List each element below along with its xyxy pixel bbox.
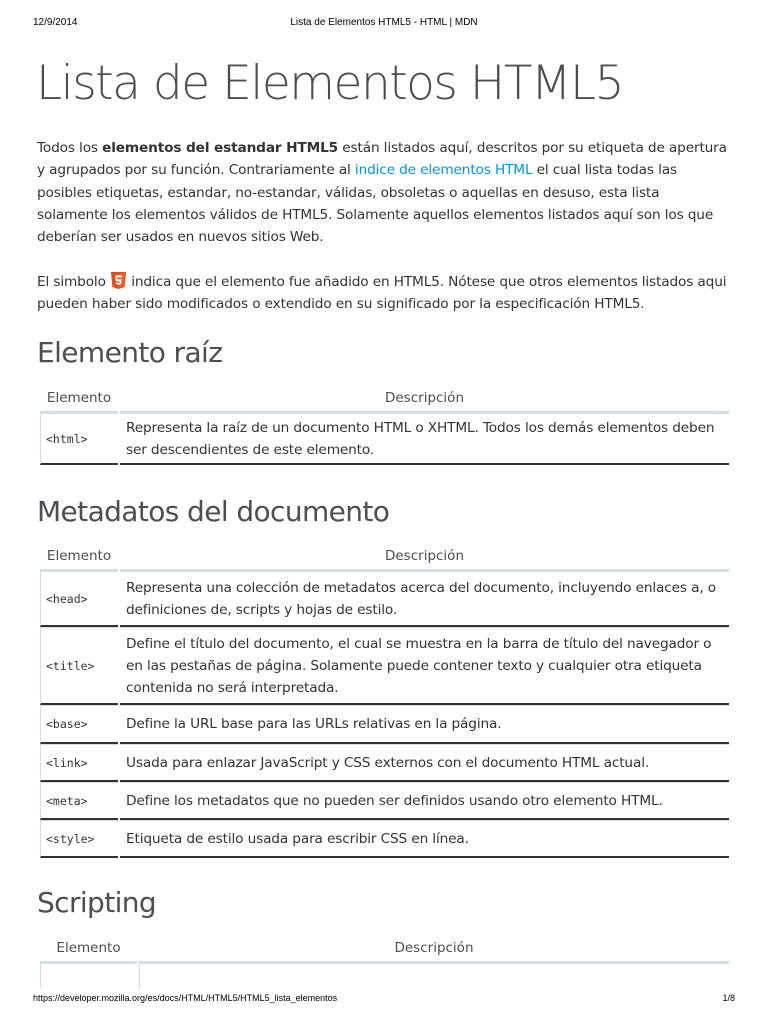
print-title: Lista de Elementos HTML5 - HTML | MDN xyxy=(290,17,478,28)
table-row xyxy=(40,744,729,782)
element-tag: <meta> xyxy=(40,782,118,820)
element-description: Define la URL base para las URLs relativas en la página. xyxy=(120,705,729,744)
element-description: Define el título del documento, el cual se muestra en la barra de título del navegador o en las pestañas de página. Solamente puede contener texto y cualquier otra etiqueta contenida no será interpretada. xyxy=(120,627,729,705)
document-metadata-table xyxy=(38,542,731,858)
column-header-element: Elemento xyxy=(40,542,118,571)
html5-symbol-paragraph xyxy=(37,271,727,316)
root-element-table xyxy=(38,384,731,465)
symbol-text: El simbolo xyxy=(37,274,111,290)
intro-text: el cual lista todas las posibles etiquetas, estandar, no-estandar, válidas, obsoletas o aquellas en desuso, esta lista solamente los elementos válidos de HTML5. Solamente aquellos elementos listados aquí son los que deberían ser usados en nuevos sitios Web. xyxy=(37,162,714,246)
intro-text: están listados aquí, descritos por su etiqueta de apertura y agrupados por su función. Contrariamente al xyxy=(37,140,727,179)
column-header-description: Descripción xyxy=(120,384,729,413)
html5-shield-icon xyxy=(111,272,126,289)
element-tag: <title> xyxy=(40,627,118,705)
element-description xyxy=(139,963,729,989)
element-tag: <head> xyxy=(40,571,118,627)
intro-paragraph xyxy=(37,137,727,248)
column-header-description: Descripción xyxy=(120,542,729,571)
element-description: Define los metadatos que no pueden ser definidos usando otro elemento HTML. xyxy=(120,782,729,820)
element-tag: <link> xyxy=(40,744,118,782)
element-tag: <style> xyxy=(40,820,118,858)
table-row xyxy=(40,571,729,627)
table-row xyxy=(40,963,729,989)
print-url: https://developer.mozilla.org/es/docs/HTML/HTML5/HTML5_lista_elementos xyxy=(33,993,338,1003)
column-header-element: Elemento xyxy=(40,934,137,963)
column-header-element: Elemento xyxy=(40,384,118,413)
table-header-row xyxy=(40,934,729,963)
print-page-number: 1/8 xyxy=(722,993,735,1003)
element-description: Representa una colección de metadatos acerca del documento, incluyendo enlaces a, o definiciones de, scripts y hojas de estilo. xyxy=(120,571,729,627)
table-header-row xyxy=(40,384,729,413)
intro-text: Todos los xyxy=(37,140,103,156)
page-title: Lista de Elementos HTML5 xyxy=(36,56,624,111)
element-tag xyxy=(40,963,137,989)
element-tag: <base> xyxy=(40,705,118,744)
section-title-document-metadata: Metadatos del documento xyxy=(37,495,390,528)
print-date: 12/9/2014 xyxy=(33,17,78,28)
scripting-table xyxy=(38,934,731,989)
print-header xyxy=(0,17,768,31)
section-title-root-element: Elemento raíz xyxy=(37,336,223,369)
section-title-scripting: Scripting xyxy=(37,886,157,919)
table-row xyxy=(40,705,729,744)
table-row xyxy=(40,413,729,465)
element-description: Usada para enlazar JavaScript y CSS externos con el documento HTML actual. xyxy=(120,744,729,782)
column-header-description: Descripción xyxy=(139,934,729,963)
table-row xyxy=(40,627,729,705)
element-description: Etiqueta de estilo usada para escribir CSS en línea. xyxy=(120,820,729,858)
table-header-row xyxy=(40,542,729,571)
element-description: Representa la raíz de un documento HTML o XHTML. Todos los demás elementos deben ser descendientes de este elemento. xyxy=(120,413,729,465)
intro-bold-text: elementos del estandar HTML5 xyxy=(102,140,339,156)
html-elements-index-link[interactable]: indice de elementos HTML xyxy=(354,162,533,179)
symbol-text: indica que el elemento fue añadido en HTML5. Nótese que otros elementos listados aqui pueden haber sido modificados o extendido en su significado por la especificación HTML5. xyxy=(37,274,727,313)
table-row xyxy=(40,782,729,820)
element-tag: <html> xyxy=(40,413,118,465)
table-row xyxy=(40,820,729,858)
